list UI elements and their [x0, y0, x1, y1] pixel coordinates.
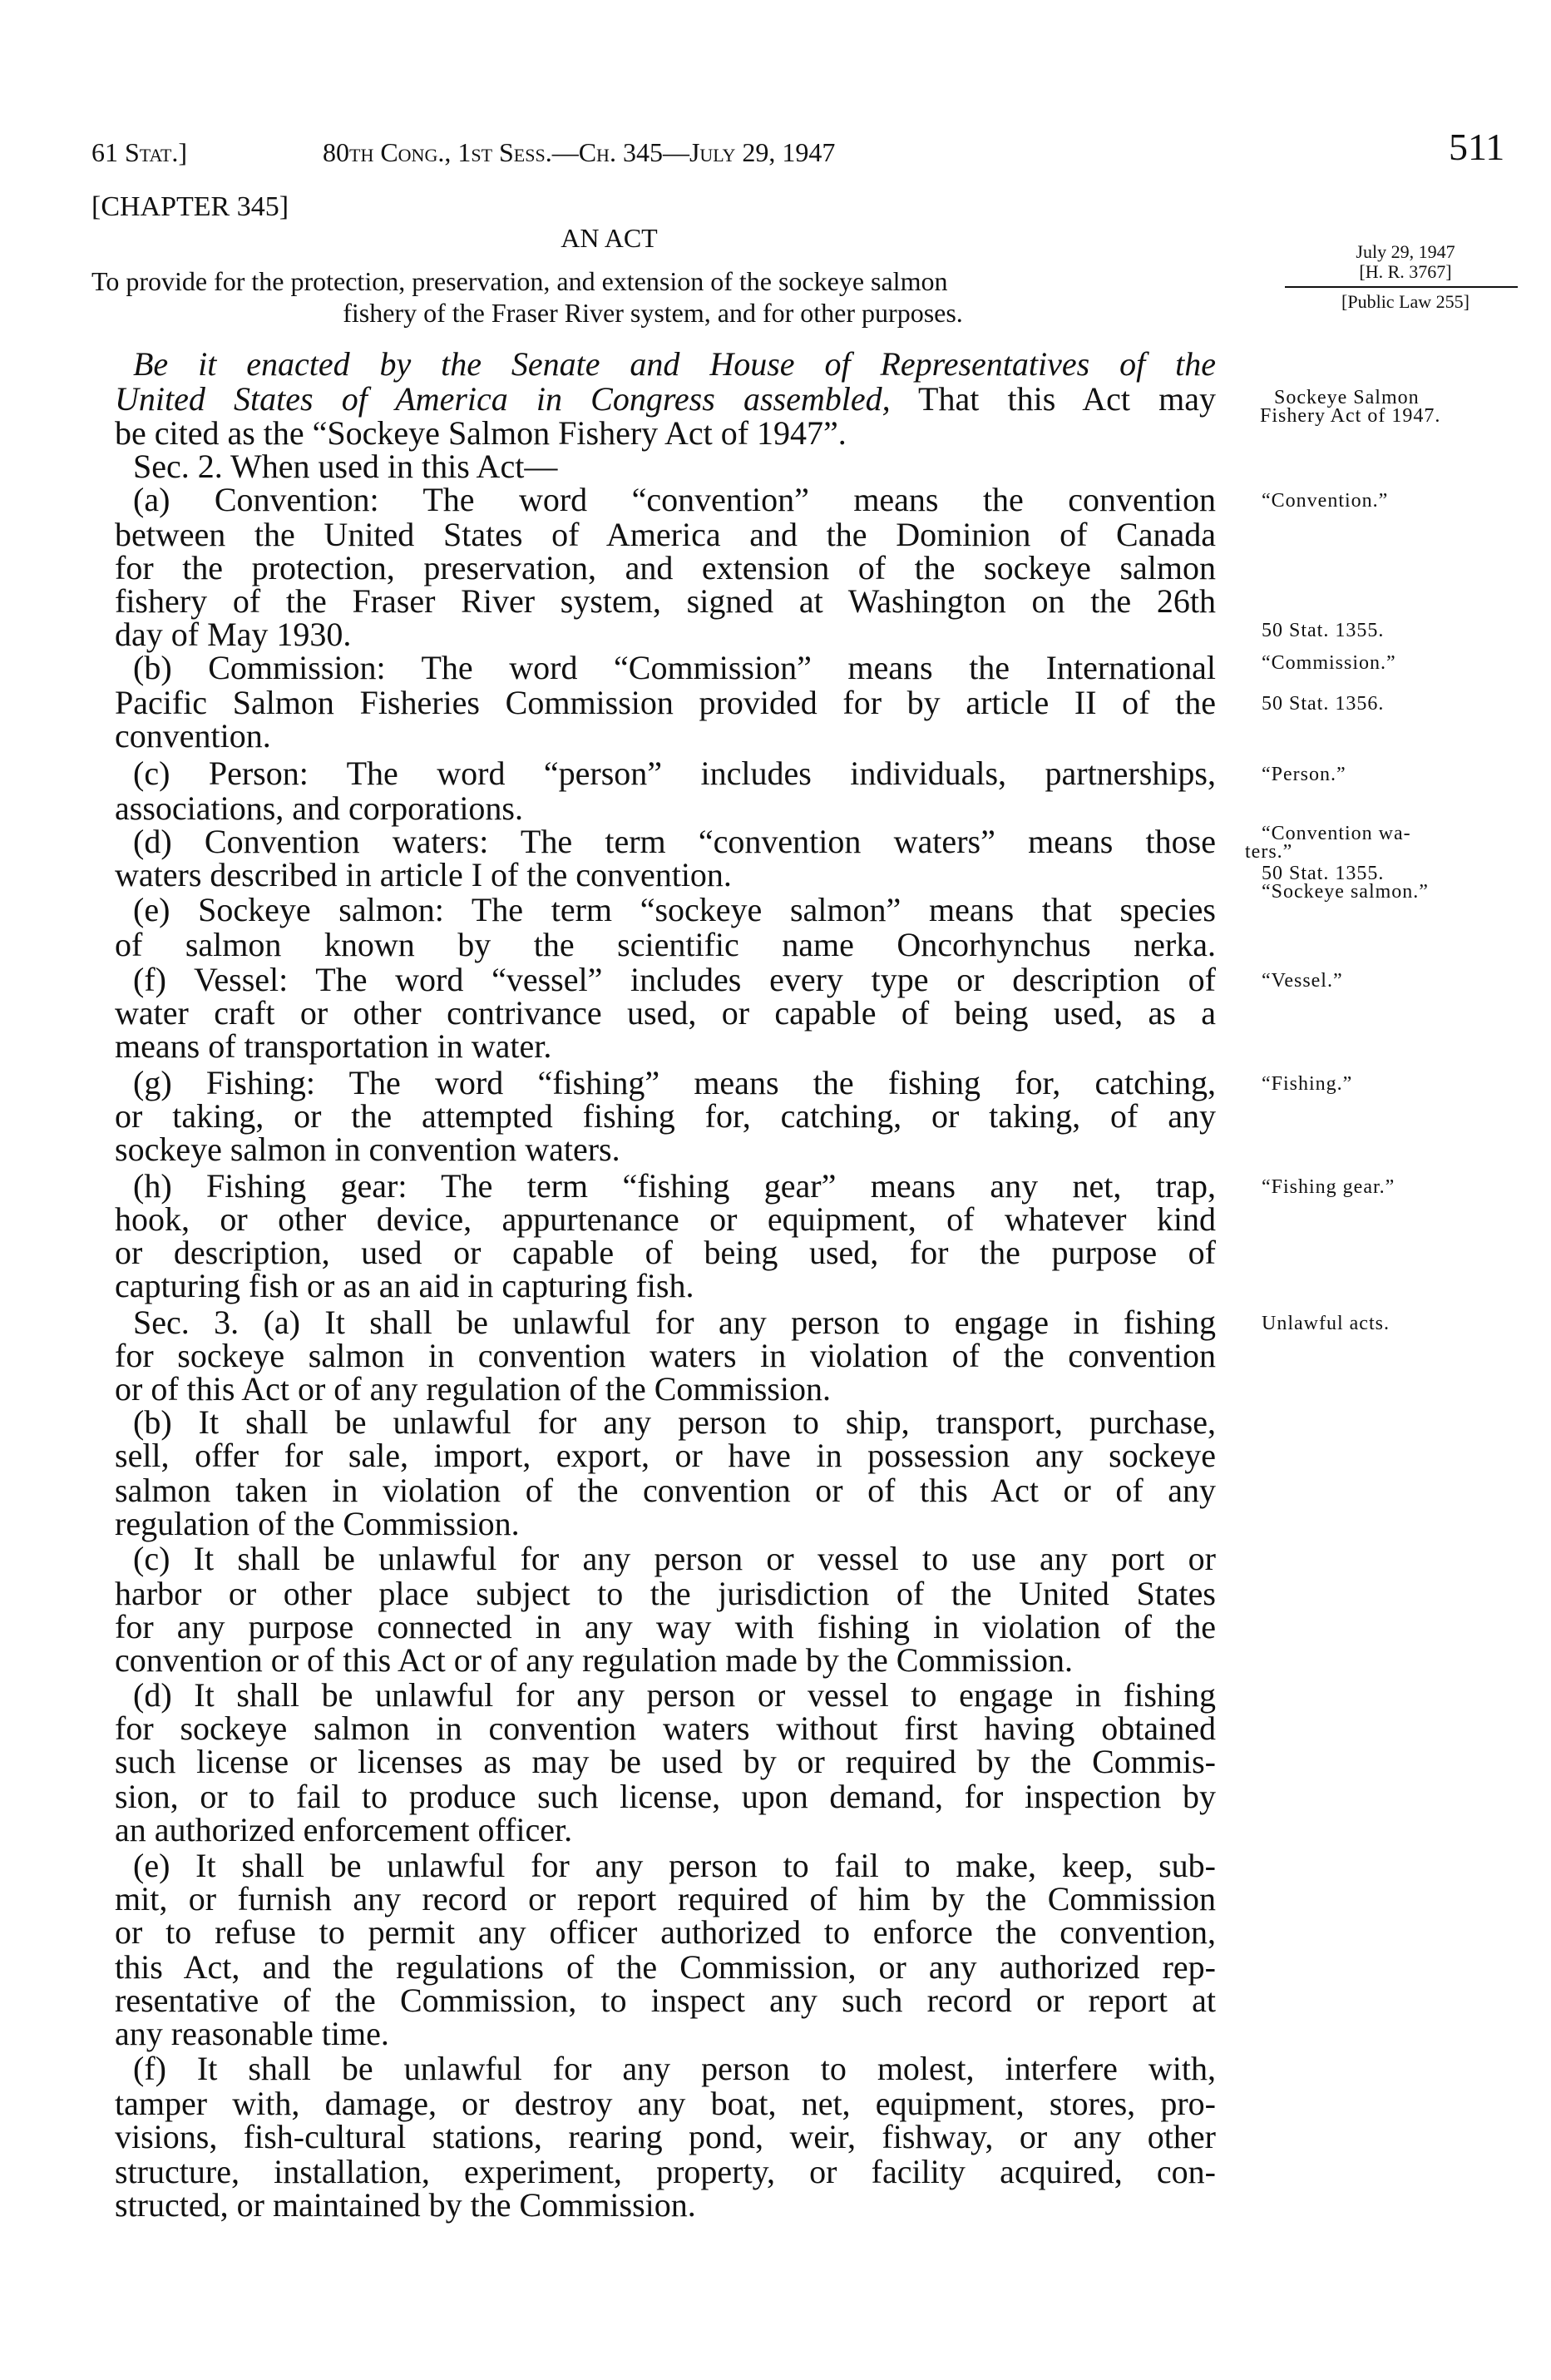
body-line: convention. [115, 717, 271, 755]
body-line: an authorized enforcement officer. [115, 1811, 573, 1848]
margin-note: “Person.” [1262, 764, 1346, 785]
margin-note: “Sockeye salmon.” [1262, 881, 1429, 903]
body-line: (c) Person: The word “person” includes individuals, partnerships, [133, 755, 1216, 792]
body-line: salmon taken in violation of the convention or of this Act or of any [115, 1472, 1216, 1509]
body-line: such license or licenses as may be used by or required by the Commis- [115, 1743, 1216, 1780]
body-line: be cited as the “Sockeye Salmon Fishery Act of 1947”. [115, 414, 847, 452]
header-volume: 61 Stat.] [91, 137, 188, 167]
margin-note: “Vessel.” [1262, 970, 1343, 992]
enacting-roman: That this Act may [890, 380, 1216, 418]
margin-note: 50 Stat. 1355. [1262, 863, 1385, 884]
margin-note: ters.” [1245, 841, 1293, 863]
body-line: this Act, and the regulations of the Commission, or any authorized rep- [115, 1948, 1216, 1986]
body-line: (f) Vessel: The word “vessel” includes every type or description of [133, 961, 1216, 998]
body-line: or description, used or capable of being used, for the purpose of [115, 1234, 1216, 1271]
body-line: (b) It shall be unlawful for any person to ship, transport, purchase, [133, 1403, 1216, 1441]
header-session: 80th Cong., 1st Sess.—Ch. 345—July 29, 1947 [323, 137, 836, 167]
body-line: of salmon known by the scientific name Oncorhynchus nerka. [115, 926, 1216, 963]
purpose-line-1: To provide for the protection, preservation, and extension of the sockeye salmon [91, 266, 948, 296]
body-line: hook, or other device, appurtenance or equipment, of whatever kind [115, 1200, 1216, 1238]
body-line: mit, or furnish any record or report required of him by the Commission [115, 1880, 1216, 1917]
body-line: for any purpose connected in any way with fishing in violation of the [115, 1608, 1216, 1645]
body-line: (b) Commission: The word “Commission” means the International [133, 649, 1216, 686]
body-line: convention or of this Act or of any regulation made by the Commission. [115, 1641, 1074, 1679]
enacting-clause-line-2 [115, 381, 1216, 418]
body-line: (f) It shall be unlawful for any person to molest, interfere with, [133, 2050, 1216, 2087]
bill-number: [H. R. 3767] [1359, 261, 1452, 282]
act-heading: AN ACT [561, 223, 658, 253]
body-line: Sec. 3. (a) It shall be unlawful for any person to engage in fishing [133, 1304, 1216, 1341]
body-line: (d) Convention waters: The term “convention waters” means those [133, 823, 1216, 860]
body-line: resentative of the Commission, to inspect any such record or report at [115, 1982, 1216, 2019]
body-line: capturing fish or as an aid in capturing fish. [115, 1267, 694, 1304]
body-line: or to refuse to permit any officer authorized to enforce the convention, [115, 1913, 1216, 1951]
body-line: for sockeye salmon in convention waters without first having obtained [115, 1710, 1216, 1747]
margin-note: Unlawful acts. [1262, 1313, 1390, 1334]
body-line: or of this Act or of any regulation of the Commission. [115, 1370, 831, 1408]
public-law-number: [Public Law 255] [1341, 291, 1469, 312]
chapter-heading: [CHAPTER 345] [91, 191, 289, 222]
body-line: harbor or other place subject to the jurisdiction of the United States [115, 1575, 1216, 1612]
body-line: sion, or to fail to produce such license, upon demand, for inspection by [115, 1778, 1216, 1815]
body-line: (d) It shall be unlawful for any person or vessel to engage in fishing [133, 1676, 1216, 1714]
margin-note: 50 Stat. 1355. [1262, 620, 1385, 641]
body-line: (c) It shall be unlawful for any person or vessel to use any port or [133, 1540, 1216, 1577]
body-line: tamper with, damage, or destroy any boat, net, equipment, stores, pro- [115, 2085, 1216, 2122]
enacting-italic: United States of America in Congress assembled, [115, 380, 891, 418]
body-line: means of transportation in water. [115, 1027, 552, 1065]
body-line: or taking, or the attempted fishing for, catching, or taking, of any [115, 1097, 1216, 1135]
body-line: any reasonable time. [115, 2015, 389, 2052]
margin-note: “Fishing.” [1262, 1073, 1353, 1095]
margin-note: “Fishing gear.” [1262, 1176, 1395, 1198]
body-line: (e) Sockeye salmon: The term “sockeye salmon” means that species [133, 891, 1216, 928]
body-line: waters described in article I of the convention. [115, 856, 732, 893]
sidebar-rule [1285, 286, 1518, 288]
body-line: structure, installation, experiment, property, or facility acquired, con- [115, 2153, 1216, 2190]
purpose-line-2: fishery of the Fraser River system, and for other purposes. [343, 298, 963, 328]
body-line: sockeye salmon in convention waters. [115, 1131, 620, 1168]
enacting-clause-line-1 [133, 346, 1216, 383]
body-line: Sec. 2. When used in this Act— [133, 448, 558, 485]
margin-note: “Commission.” [1262, 652, 1396, 674]
body-line: (h) Fishing gear: The term “fishing gear” means any net, trap, [133, 1167, 1216, 1205]
body-line: for the protection, preservation, and extension of the sockeye salmon [115, 549, 1216, 586]
margin-note: 50 Stat. 1356. [1262, 693, 1385, 715]
body-line: (e) It shall be unlawful for any person to fail to make, keep, sub- [133, 1847, 1216, 1884]
body-line: for sockeye salmon in convention waters in violation of the convention [115, 1337, 1216, 1374]
body-line: day of May 1930. [115, 616, 352, 653]
body-line: associations, and corporations. [115, 789, 523, 827]
margin-note: Fishery Act of 1947. [1260, 405, 1441, 427]
body-line: water craft or other contrivance used, or capable of being used, as a [115, 994, 1216, 1032]
body-line: structed, or maintained by the Commission. [115, 2186, 696, 2224]
body-line: (g) Fishing: The word “fishing” means the fishing for, catching, [133, 1064, 1216, 1101]
body-line: (a) Convention: The word “convention” means the convention [133, 481, 1216, 518]
enacting-italic: Be it enacted by the Senate and House of Representatives of the [133, 345, 1216, 383]
body-line: fishery of the Fraser River system, signed at Washington on the 26th [115, 582, 1216, 620]
body-line: Pacific Salmon Fisheries Commission provided for by article II of the [115, 684, 1216, 721]
margin-note: “Convention wa- [1262, 823, 1411, 844]
body-line: sell, offer for sale, import, export, or have in possession any sockeye [115, 1437, 1216, 1474]
approval-date: July 29, 1947 [1356, 241, 1455, 262]
page-number: 511 [1449, 126, 1505, 168]
margin-note: Sockeye Salmon [1274, 387, 1420, 408]
margin-note: “Convention.” [1262, 490, 1389, 512]
body-line: regulation of the Commission. [115, 1505, 520, 1542]
body-line: between the United States of America and the Dominion of Canada [115, 516, 1216, 553]
body-line: visions, fish-cultural stations, rearing pond, weir, fishway, or any other [115, 2118, 1216, 2155]
